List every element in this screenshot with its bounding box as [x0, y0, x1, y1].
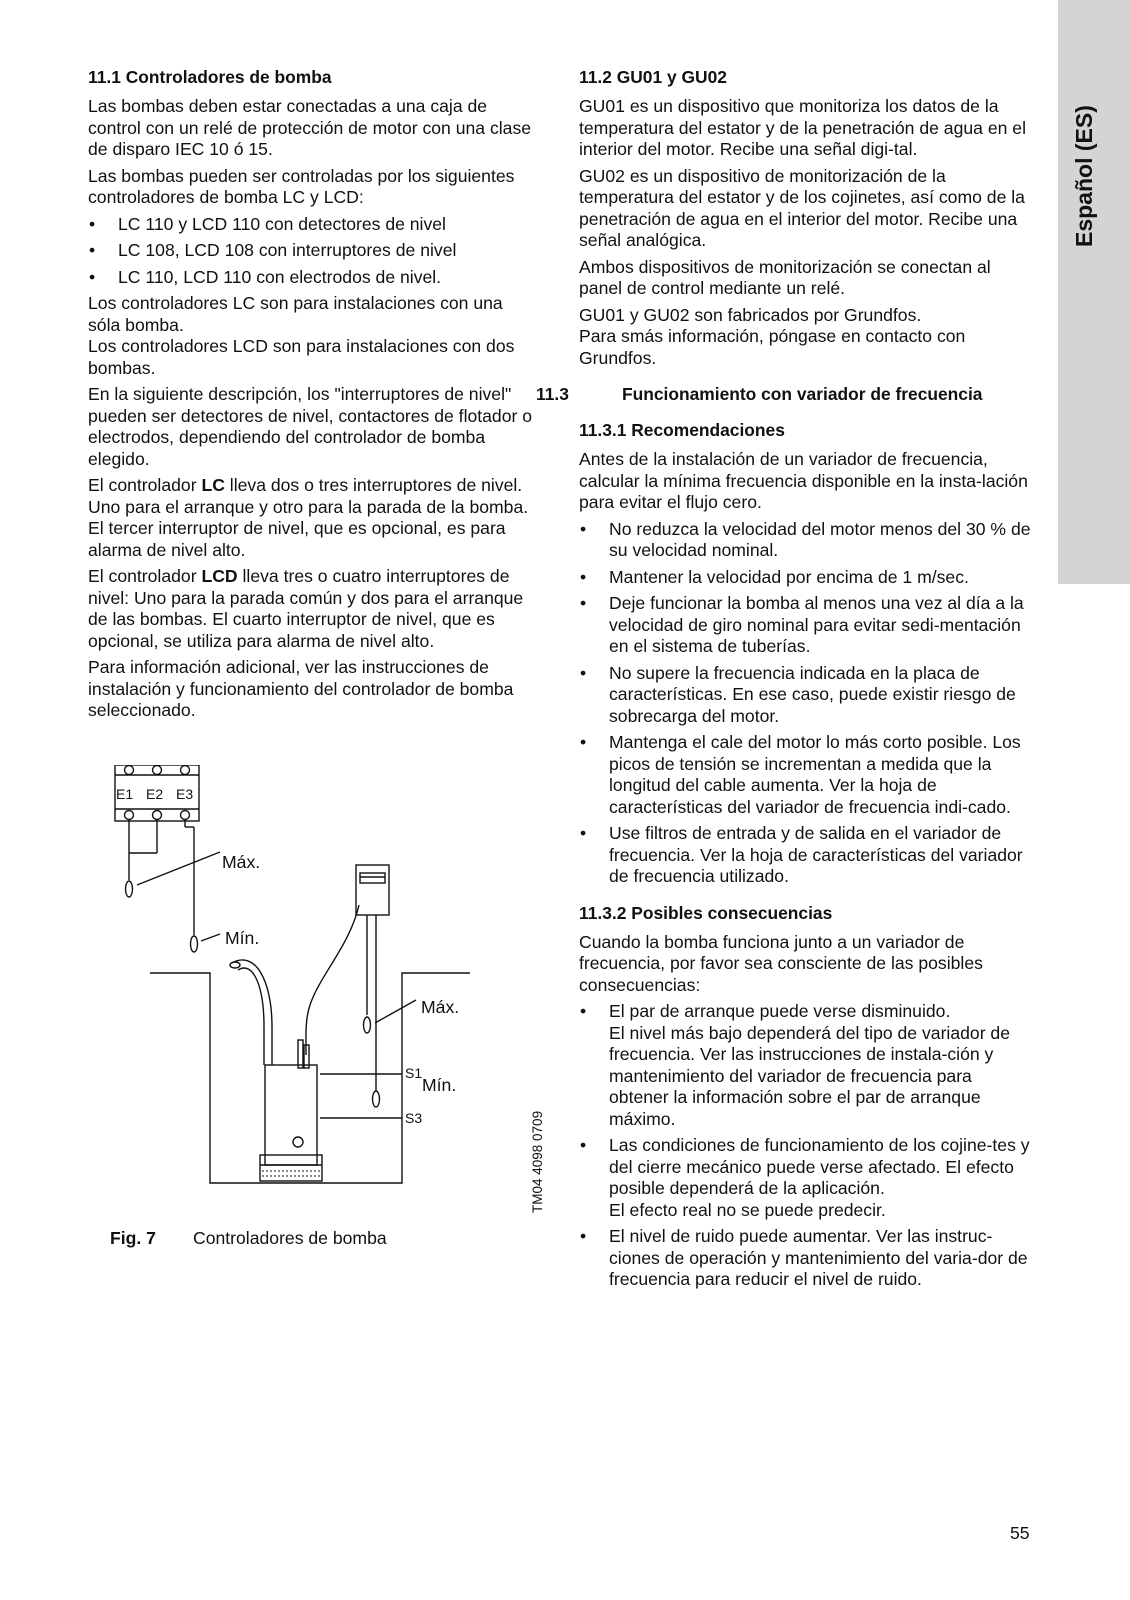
- section-11-2-heading: 11.2 GU01 y GU02: [579, 67, 727, 87]
- pump-controller-figure: [110, 765, 550, 1211]
- terminal-label-e1: E1: [116, 786, 134, 802]
- list-item: • Mantener la velocidad por encima de 1 m/sec.: [579, 567, 1031, 589]
- label-max-left: Máx.: [222, 852, 261, 872]
- figure-code: TM04 4098 0709: [530, 1110, 545, 1213]
- paragraph: Antes de la instalación de un variador de frecuencia, calcular la mínima frecuencia disponible en la insta-lación para evitar el flujo cero.: [579, 449, 1028, 512]
- paragraph: Las bombas pueden ser controladas por los siguientes controladores de bomba LC y LCD:: [88, 165, 515, 207]
- list-item: • El nivel de ruido puede aumentar. Ver las instruc-ciones de operación y mantenimiento del varia-dor de frecuencia para reducir el nivel de ruido.: [579, 1226, 1031, 1291]
- text-run: El controlador: [88, 566, 202, 586]
- pump-controller-diagram: [110, 765, 550, 1211]
- section-11-1-heading: 11.1 Controladores de bomba: [88, 67, 332, 87]
- figure-caption-text: Controladores de bomba: [193, 1228, 387, 1248]
- label-s1: S1: [405, 1065, 423, 1081]
- text-line: GU01 y GU02 son fabricados por Grundfos.: [579, 304, 922, 325]
- section-11-3-2-heading: 11.3.2 Posibles consecuencias: [579, 902, 833, 923]
- language-tab-label: Español (ES): [1071, 105, 1097, 247]
- terminal-label-e3: E3: [176, 786, 194, 802]
- label-min-left: Mín.: [225, 928, 260, 948]
- language-tab: [1058, 0, 1130, 584]
- paragraph: [88, 566, 538, 652]
- figure-caption: [110, 1228, 387, 1250]
- paragraph: [579, 305, 1031, 370]
- paragraph: GU01 es un dispositivo que monitoriza los datos de la temperatura del estator y de la penetración de agua en el interior del motor. Recibe una señal digi-tal.: [579, 96, 1026, 159]
- paragraph: Cuando la bomba funciona junto a un variador de frecuencia, por favor sea consciente de las posibles consecuencias:: [579, 931, 983, 995]
- text-line: Los controladores LCD son para instalaciones con dos bombas.: [88, 336, 515, 378]
- text-line: El par de arranque puede verse disminuido.: [609, 1001, 951, 1021]
- list-item: [579, 1135, 1031, 1221]
- page-number: 55: [1010, 1523, 1030, 1543]
- label-min-right: Mín.: [422, 1075, 457, 1095]
- list-item: • Deje funcionar la bomba al menos una vez al día a la velocidad de giro nominal para evitar sedi-mentación en el sistema de tuberías.: [579, 593, 1031, 658]
- paragraph: GU02 es un dispositivo de monitorización de la temperatura del estator y de los cojinetes, así como de la penetración de agua en el interior del motor. Recibe una señal analógica.: [579, 165, 1025, 250]
- section-number: 11.3: [536, 384, 569, 404]
- figure-number: Fig. 7: [110, 1228, 156, 1248]
- text-line: Para smás información, póngase en contacto con Grundfos.: [579, 326, 966, 368]
- section-11-3-1-heading: 11.3.1 Recomendaciones: [579, 420, 785, 440]
- list-item: • No supere la frecuencia indicada en la placa de características. En ese caso, puede existir riesgo de sobrecarga del motor.: [579, 663, 1031, 728]
- paragraph: En la siguiente descripción, los "interruptores de nivel" pueden ser detectores de nivel, contactores de flotador o electrodos, dependiendo del controlador de bomba elegido.: [88, 384, 533, 469]
- text-line: Los controladores LC son para instalaciones con una sóla bomba.: [88, 293, 503, 335]
- paragraph: [88, 293, 538, 379]
- consequences-list: [579, 1001, 1031, 1291]
- list-item: • LC 108, LCD 108 con interruptores de nivel: [88, 240, 538, 262]
- text-line: El efecto real no se puede predecir.: [609, 1199, 886, 1220]
- terminal-label-e2: E2: [146, 786, 164, 802]
- list-item: • Use filtros de entrada y de salida en el variador de frecuencia. Ver la hoja de características del variador de frecuencia utilizado.: [579, 823, 1031, 888]
- paragraph: [88, 475, 538, 561]
- bold-term: LCD: [201, 566, 238, 586]
- text-line: El nivel más bajo dependerá del tipo de variador de frecuencia. Ver las instrucciones de instala-ción y mantenimiento del variador de frecuencia para obtener la información sobre el par de arranque máximo.: [609, 1022, 1011, 1129]
- label-s3: S3: [405, 1110, 423, 1126]
- text-line: Las condiciones de funcionamiento de los cojine-tes y del cierre mecánico puede verse afectado. El efecto posible dependerá de la aplicación.: [609, 1135, 1030, 1198]
- list-item: • LC 110, LCD 110 con electrodos de nivel.: [88, 267, 538, 289]
- list-item: • LC 110 y LCD 110 con detectores de nivel: [88, 214, 538, 236]
- label-max-right: Máx.: [421, 997, 460, 1017]
- bold-term: LC: [201, 475, 225, 495]
- section-11-3-heading: [536, 383, 1031, 405]
- paragraph: Las bombas deben estar conectadas a una caja de control con un relé de protección de motor con una clase de disparo IEC 10 ó 15.: [88, 96, 532, 159]
- list-item: • Mantenga el cale del motor lo más corto posible. Los picos de tensión se incrementan a medida que la longitud del cable aumenta. Ver la hoja de características del variador de frecuencia indi-cado.: [579, 732, 1031, 818]
- list-item: [579, 1001, 1031, 1130]
- text-run: El controlador: [88, 475, 202, 495]
- recommendations-list: [579, 519, 1031, 888]
- controller-list: [88, 214, 538, 289]
- section-title: Funcionamiento con variador de frecuencia: [622, 384, 983, 404]
- left-column: [88, 66, 538, 727]
- list-item: • No reduzca la velocidad del motor menos del 30 % de su velocidad nominal.: [579, 519, 1031, 562]
- paragraph: Ambos dispositivos de monitorización se conectan al panel de control mediante un relé.: [579, 256, 991, 298]
- paragraph: Para información adicional, ver las instrucciones de instalación y funcionamiento del controlador de bomba seleccionado.: [88, 657, 514, 720]
- text-run: lleva dos o tres interruptores de nivel. Uno para el arranque y otro para la parada de la bomba. El tercer interruptor de nivel, que es opcional, es para alarma de nivel alto.: [88, 475, 529, 560]
- text-run: lleva tres o cuatro interruptores de nivel: Uno para la parada común y dos para el arranque de las bombas. El cuarto interruptor de nivel, que es opcional, se utiliza para alarma de nivel alto.: [88, 566, 524, 651]
